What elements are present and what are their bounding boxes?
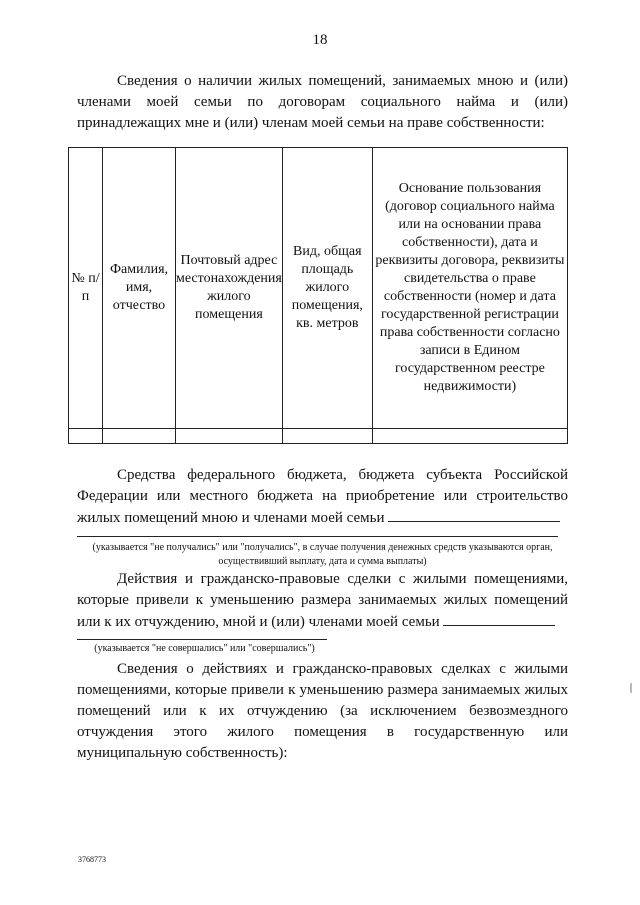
actions-fill-line[interactable] bbox=[443, 611, 555, 626]
table-cell[interactable] bbox=[103, 429, 176, 444]
details-paragraph: Сведения о действиях и гражданско-правовых сделках с жилыми помещениями, которые привели к уменьшению размера занимаемых жилых помещений или к их отчуждению (за исключением безвозмездного отчуждения этого жилого помещения в государственную или муниципальную собственность): bbox=[77, 661, 568, 761]
table-row bbox=[69, 429, 568, 444]
document-code: 3768773 bbox=[78, 855, 106, 864]
budget-block bbox=[77, 465, 568, 529]
actions-note: (указывается "не совершались" или "совершались") bbox=[94, 643, 315, 654]
page-number: 18 bbox=[312, 32, 328, 48]
budget-fill-line-2[interactable] bbox=[77, 522, 558, 537]
actions-paragraph: Действия и гражданско-правовые сделки с жилыми помещениями, которые привели к уменьшению размера занимаемых жилых помещений или к их отчуждению, мной и (или) членами моей семьи bbox=[77, 571, 568, 630]
scan-mark bbox=[630, 683, 632, 693]
header-number: № п/п bbox=[69, 148, 103, 429]
table-cell[interactable] bbox=[176, 429, 283, 444]
header-address: Почтовый адрес местонахождения жилого помещения bbox=[176, 148, 283, 429]
budget-fill-line[interactable] bbox=[388, 507, 560, 522]
intro-paragraph: Сведения о наличии жилых помещений, занимаемых мною и (или) членами моей семьи по договорам социального найма и (или) принадлежащих мне и (или) членам моей семьи на праве собственности: bbox=[77, 73, 568, 131]
budget-note: (указывается "не получались" или "получались", в случае получения денежных средств указываются орган, осуществивший выплату, дата и сумма выплаты) bbox=[92, 542, 553, 567]
header-full-name: Фамилия, имя, отчество bbox=[103, 148, 176, 429]
actions-block bbox=[77, 569, 568, 633]
table-cell[interactable] bbox=[282, 429, 372, 444]
table-cell[interactable] bbox=[372, 429, 567, 444]
housing-table bbox=[68, 147, 568, 444]
header-basis: Основание пользования (договор социального найма или на основании права собственности), дата и реквизиты договора, реквизиты свидетельства о праве собственности (номер и дата государственной регистрации права собственности согласно записи в Едином государственном реестре недвижимости) bbox=[372, 148, 567, 429]
budget-paragraph: Средства федерального бюджета, бюджета субъекта Российской Федерации или местного бюджета на приобретение или строительство жилых помещений мною и членами моей семьи bbox=[77, 467, 568, 526]
table-cell[interactable] bbox=[69, 429, 103, 444]
actions-fill-line-2[interactable] bbox=[77, 625, 327, 640]
table-header-row bbox=[69, 148, 568, 429]
header-type-area: Вид, общая площадь жилого помещения, кв. метров bbox=[282, 148, 372, 429]
